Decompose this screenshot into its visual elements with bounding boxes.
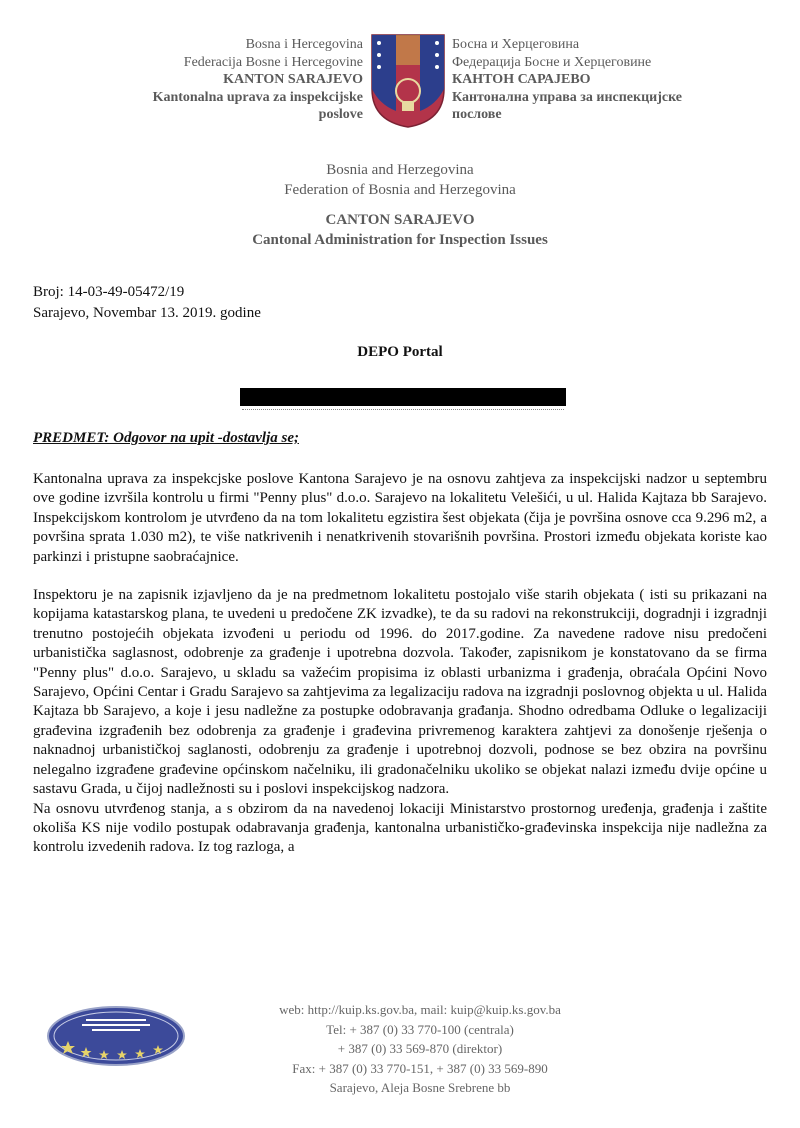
header-federation-cyr: Федерација Босне и Херцеговине xyxy=(452,54,652,70)
header-administration: Kantonalna uprava za inspekcijske xyxy=(152,89,363,105)
header-latin xyxy=(95,36,363,124)
paragraph-3: Na osnovu utvrđenog stanja, a s obzirom da na navedenoj lokaciji Ministarstvo prostornog uređenja, građenja i zaštite okoliša KS nije vodilo postupak odabravanja građenja, kantonalna urbanističko-građevinska inspekcija nije nadležna za kontrolu izvedenih radova. Iz tog razloga, a xyxy=(33,800,767,856)
header-administration-cyr-cont: послове xyxy=(452,107,502,122)
header-country-en: Bosnia and Herzegovina xyxy=(326,162,474,178)
header-country: Bosna i Hercegovina xyxy=(245,37,363,52)
footer-address: Sarajevo, Aleja Bosne Srebrene bb xyxy=(329,1080,511,1096)
reference-block xyxy=(33,282,261,324)
footer-web-mail: web: http://kuip.ks.gov.ba, mail: kuip@kuip.ks.gov.ba xyxy=(279,1002,561,1017)
header-administration-cont: poslove xyxy=(318,107,363,122)
paragraph-1: Kantonalna uprava za inspekcjske poslove Kantona Sarajevo je na osnovu zahtjeva za inspekcijski nadzor u septembru ove godine izvršila kontrolu u firmi "Penny plus" d.o.o. Sarajevo na lokalitetu Velešići, u ul. Halida Kajtaza bb Sarajevo. Inspekcijskom kontrolom je utvrđeno da na tom lokalitetu egzistira šest objekata (čija je površina osnove cca 9.296 m2, a površina sprata 1.030 m2), te više natkrivenih i nenatkrivenih stovarišnih površina. Prostori između objekata koriste kao parkinzi i pristupne saobraćajnice. xyxy=(33,471,767,565)
recipient: DEPO Portal xyxy=(357,344,443,360)
header-country-cyr: Босна и Херцеговина xyxy=(452,37,580,52)
header-federation: Federacija Bosne i Hercegovine xyxy=(183,54,363,70)
letter-body xyxy=(33,470,767,858)
header-english xyxy=(0,160,800,250)
footer-contacts xyxy=(190,1000,650,1098)
paragraph-2: Inspektoru je na zapisnik izjavljeno da je na predmetnom lokalitetu postojalo više starih objekata ( isti su prikazani na kopijama katastarskog plana, te uvedeni u predočene ZK izvadke), te da su radovi na rekonstrukciji, dogradnji i izgradnji trenutno postojećih objekata izvođeni u periodu od 1996. do 2017.godine. Za navedene radove nisu predočeni urbanistička saglasnost, odobrenje za građenje i upotrebna dozvola. Također, zapisnikom je konstatovano da se firma "Penny plus" d.o.o. Sarajevo, u skladu sa važećim propisima iz oblasti urbanizma i građenja, obraćala Općini Novo Sarajevo, Općini Centar i Gradu Sarajevo sa zahtjevima za legalizaciju radova na izgradnji poslovnog objekta u ul. Halida Kajtaza bb Sarajevo, a koje i jesu nadležne za postupke odobravanja građanja. Shodno odredbama Odluke o legalizaciji građevina izgrađenih bez odobrenja za građenje i građevina privremenog karaktera zahtjevi za donošenje rješenja o naknadnoj urbanističkoj saglanosti, odobrenju za građenje i upotrebnoj dozvoli, podnose se bez obzira na površinu nelegalno izgrađene građevine općinskom načelniku, ili gradonačelniku ukoliko se objekat nalazi između dvije općine u sastavu Grada, u čijoj nadležnosti su i poslovi inspekcijskog nadzora. xyxy=(33,587,767,798)
subject-line: PREDMET: Odgovor na upit -dostavlja se; xyxy=(33,430,299,446)
redaction-bar xyxy=(240,388,566,406)
reference-number: Broj: 14-03-49-05472/19 xyxy=(33,284,185,300)
european-region-seal-icon xyxy=(46,1005,186,1067)
canton-crest-icon xyxy=(370,33,446,129)
header-cyrillic xyxy=(452,36,772,124)
header-federation-en: Federation of Bosnia and Herzegovina xyxy=(284,182,516,198)
header-canton-en: CANTON SARAJEVO xyxy=(325,212,475,228)
footer-tel-director: + 387 (0) 33 569-870 (direktor) xyxy=(337,1041,503,1057)
header-canton: KANTON SARAJEVO xyxy=(223,72,363,87)
footer-tel: Tel: + 387 (0) 33 770-100 (centrala) xyxy=(326,1021,514,1037)
footer-fax: Fax: + 387 (0) 33 770-151, + 387 (0) 33 569-890 xyxy=(292,1060,548,1076)
reference-date: Sarajevo, Novembar 13. 2019. godine xyxy=(33,305,261,321)
header-administration-cyr: Кантонална управа за инспекцијске xyxy=(452,89,683,105)
header-canton-cyr: КАНТОН САРАЈЕВО xyxy=(452,72,591,87)
header-administration-en: Cantonal Administration for Inspection Issues xyxy=(252,232,548,248)
